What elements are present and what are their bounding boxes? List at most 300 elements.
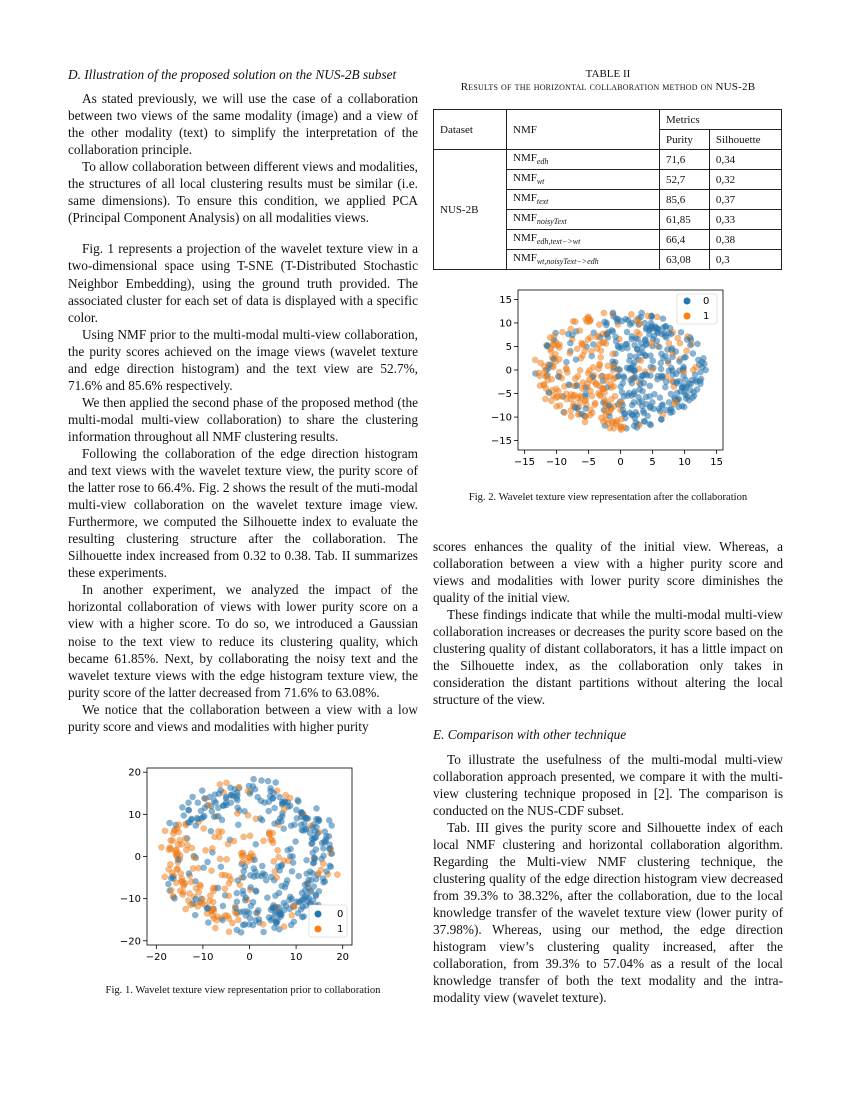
- data-point: [188, 879, 194, 885]
- data-point: [192, 912, 198, 918]
- data-point: [273, 779, 279, 785]
- data-point: [225, 841, 231, 847]
- data-point: [569, 332, 575, 338]
- data-point: [204, 906, 210, 912]
- data-point: [598, 415, 604, 421]
- data-point: [246, 910, 252, 916]
- paragraph: As stated previously, we will use the case of a collaboration between two views of the same modality (image) and a view of the other modality (text) to simplify the interpretation of the collaboration principle.: [68, 91, 418, 158]
- legend: [677, 294, 717, 324]
- paragraph: Fig. 1 represents a projection of the wavelet texture view in a two-dimensional space using T-SNE (T-Distributed Stochastic Neighbor Embedding), using the ground truth provided. The associated cluster for each set of data is displayed with a specific color.: [68, 241, 418, 325]
- data-point: [173, 848, 179, 854]
- x-tick-label: −20: [145, 952, 167, 963]
- data-point: [204, 859, 210, 865]
- data-point: [262, 872, 268, 878]
- data-point: [231, 838, 237, 844]
- data-point: [647, 383, 653, 389]
- paragraph: We notice that the collaboration between a view with a low purity score and views and modalities with higher purity: [68, 701, 418, 734]
- data-point: [175, 857, 181, 863]
- data-point: [544, 342, 550, 348]
- results-table: [433, 109, 782, 270]
- data-point: [587, 407, 593, 413]
- data-point: [310, 824, 316, 830]
- data-point: [651, 333, 657, 339]
- data-point: [610, 351, 616, 357]
- silhouette-cell: 0,38: [709, 230, 781, 250]
- data-point: [316, 888, 322, 894]
- data-point: [250, 899, 256, 905]
- data-point: [253, 816, 259, 822]
- data-point: [308, 877, 314, 883]
- data-point: [240, 922, 246, 928]
- data-point: [225, 913, 231, 919]
- legend-label-1: 1: [337, 924, 344, 935]
- legend-label-0: 0: [703, 296, 710, 307]
- data-point: [276, 890, 282, 896]
- data-point: [299, 809, 305, 815]
- nmf-cell: $NMF_{edh}$: [507, 150, 660, 170]
- data-point: [621, 393, 627, 399]
- data-point: [651, 391, 657, 397]
- data-point: [633, 419, 639, 425]
- data-point: [629, 320, 635, 326]
- data-point: [604, 331, 610, 337]
- data-point: [254, 873, 260, 879]
- data-point: [166, 847, 172, 853]
- data-point: [596, 322, 602, 328]
- data-point: [617, 367, 623, 373]
- data-point: [672, 399, 678, 405]
- data-point: [175, 842, 181, 848]
- nmf-cell: $NMF_{edh,text->wt}$: [507, 230, 660, 250]
- data-point: [553, 386, 559, 392]
- data-point: [270, 830, 276, 836]
- data-point: [629, 411, 635, 417]
- data-point: [215, 885, 221, 891]
- data-point: [245, 788, 251, 794]
- data-point: [654, 314, 660, 320]
- legend-marker-0: [315, 911, 322, 918]
- fig2-caption: Fig. 2. Wavelet texture view representation after the collaboration: [468, 492, 748, 503]
- data-point: [603, 322, 609, 328]
- data-point: [162, 874, 168, 880]
- data-point: [563, 359, 569, 365]
- paragraph: To allow collaboration between different views and modalities, the structures of all local clustering results must be similar (i.e. same dimensions). To ensure this condition, we applied PCA (Principal Component Analysis) on all modalities views.: [68, 159, 418, 226]
- data-point: [177, 888, 183, 894]
- data-point: [187, 902, 193, 908]
- silhouette-cell: 0,33: [709, 210, 781, 230]
- data-point: [211, 798, 217, 804]
- data-point: [614, 318, 620, 324]
- data-point: [606, 403, 612, 409]
- data-point: [594, 334, 600, 340]
- data-point: [666, 399, 672, 405]
- data-point: [678, 389, 684, 395]
- data-point: [617, 401, 623, 407]
- nmf-cell: $NMF_{noisyText}$: [507, 210, 660, 230]
- data-point: [631, 391, 637, 397]
- data-point: [279, 883, 285, 889]
- data-point: [185, 819, 191, 825]
- data-point: [658, 373, 664, 379]
- data-point: [216, 791, 222, 797]
- x-tick-label: 5: [649, 457, 656, 468]
- data-point: [577, 367, 583, 373]
- data-point: [629, 333, 635, 339]
- data-point: [627, 377, 633, 383]
- data-point: [234, 890, 240, 896]
- data-point: [302, 881, 308, 887]
- data-point: [201, 795, 207, 801]
- data-point: [677, 378, 683, 384]
- data-point: [629, 402, 635, 408]
- y-tick-label: 10: [128, 809, 141, 821]
- data-point: [183, 906, 189, 912]
- data-point: [209, 868, 215, 874]
- data-point: [542, 396, 548, 402]
- data-point: [567, 350, 573, 356]
- data-point: [584, 381, 590, 387]
- data-point: [235, 917, 241, 923]
- data-point: [553, 359, 559, 365]
- data-point: [575, 373, 581, 379]
- data-point: [555, 373, 561, 379]
- data-point: [171, 895, 177, 901]
- fig1-scatter-plot: [115, 765, 360, 965]
- data-point: [667, 410, 673, 416]
- data-point: [601, 310, 607, 316]
- data-point: [283, 792, 289, 798]
- data-point: [293, 839, 299, 845]
- data-point: [684, 348, 690, 354]
- data-point: [684, 337, 690, 343]
- data-point: [242, 808, 248, 814]
- data-point: [216, 834, 222, 840]
- data-point: [697, 378, 703, 384]
- data-point: [300, 828, 306, 834]
- data-point: [168, 887, 174, 893]
- data-point: [185, 807, 191, 813]
- data-point: [158, 844, 164, 850]
- data-point: [212, 925, 218, 931]
- data-point: [243, 895, 249, 901]
- data-point: [239, 853, 245, 859]
- data-point: [601, 390, 607, 396]
- left-column: [68, 66, 418, 735]
- data-point: [174, 866, 180, 872]
- data-point: [200, 814, 206, 820]
- data-point: [610, 363, 616, 369]
- data-point: [193, 823, 199, 829]
- data-point: [253, 917, 259, 923]
- data-point: [619, 346, 625, 352]
- data-point: [252, 857, 258, 863]
- data-point: [628, 311, 634, 317]
- data-point: [689, 377, 695, 383]
- data-point: [226, 929, 232, 935]
- header-dataset: Dataset: [434, 110, 507, 150]
- data-point: [304, 857, 310, 863]
- data-point: [643, 401, 649, 407]
- data-point: [694, 341, 700, 347]
- data-point: [303, 815, 309, 821]
- data-point: [660, 316, 666, 322]
- data-point: [326, 846, 332, 852]
- data-point: [682, 354, 688, 360]
- data-point: [663, 379, 669, 385]
- data-point: [290, 860, 296, 866]
- paragraph: We then applied the second phase of the proposed method (the multi-modal multi-view collaboration) to share the clustering information throughout all NMF clustering results.: [68, 394, 418, 444]
- fig1-caption: Fig. 1. Wavelet texture view representation prior to collaboration: [105, 985, 381, 996]
- data-point: [681, 364, 687, 370]
- data-point: [302, 887, 308, 893]
- data-point: [176, 829, 182, 835]
- data-point: [187, 890, 193, 896]
- data-point: [260, 838, 266, 844]
- data-point: [649, 367, 655, 373]
- data-point: [180, 881, 186, 887]
- data-point: [203, 847, 209, 853]
- data-point: [641, 410, 647, 416]
- data-point: [241, 834, 247, 840]
- data-point: [614, 417, 620, 423]
- data-point: [586, 367, 592, 373]
- data-point: [299, 914, 305, 920]
- data-point: [686, 397, 692, 403]
- data-point: [679, 403, 685, 409]
- paragraph: These findings indicate that while the multi-modal multi-view collaboration increases or decreases the purity score based on the clustering quality of distant collaborators, it has a little impact on the Silhouette index, as the collaboration only takes in consideration the distant partitions without altering the local structure of the view.: [433, 607, 783, 708]
- data-point: [215, 828, 221, 834]
- data-point: [234, 911, 240, 917]
- silhouette-cell: 0,34: [709, 150, 781, 170]
- data-point: [182, 835, 188, 841]
- data-point: [327, 863, 333, 869]
- data-point: [568, 413, 574, 419]
- data-point: [664, 346, 670, 352]
- data-point: [662, 333, 668, 339]
- data-point: [201, 825, 207, 831]
- data-point: [690, 350, 696, 356]
- y-tick-label: 5: [505, 341, 512, 353]
- data-point: [280, 800, 286, 806]
- data-point: [666, 368, 672, 374]
- y-tick-label: −20: [119, 936, 141, 948]
- data-point: [691, 389, 697, 395]
- data-point: [190, 794, 196, 800]
- data-point: [219, 817, 225, 823]
- legend-marker-0: [684, 298, 691, 305]
- data-point: [310, 870, 316, 876]
- data-point: [624, 365, 630, 371]
- data-point: [579, 385, 585, 391]
- data-point: [642, 419, 648, 425]
- data-point: [547, 335, 553, 341]
- y-tick-label: 0: [505, 365, 512, 377]
- data-point: [259, 863, 265, 869]
- data-point: [253, 841, 259, 847]
- data-point: [281, 826, 287, 832]
- data-point: [668, 331, 674, 337]
- data-point: [574, 383, 580, 389]
- data-point: [281, 806, 287, 812]
- data-point: [262, 800, 268, 806]
- legend-marker-1: [684, 313, 691, 320]
- purity-cell: 61,85: [660, 210, 710, 230]
- data-point: [251, 865, 257, 871]
- data-point: [621, 411, 627, 417]
- data-point: [618, 384, 624, 390]
- y-tick-label: 10: [499, 318, 512, 330]
- data-point: [235, 822, 241, 828]
- data-point: [208, 828, 214, 834]
- data-point: [545, 377, 551, 383]
- legend-label-1: 1: [703, 311, 710, 322]
- data-point: [214, 917, 220, 923]
- data-point: [593, 382, 599, 388]
- data-point: [334, 872, 340, 878]
- data-point: [572, 404, 578, 410]
- data-point: [640, 350, 646, 356]
- silhouette-cell: 0,3: [709, 250, 781, 270]
- data-point: [566, 382, 572, 388]
- data-point: [536, 370, 542, 376]
- right-column: [433, 538, 783, 1006]
- data-point: [291, 822, 297, 828]
- data-point: [574, 395, 580, 401]
- data-point: [289, 912, 295, 918]
- data-point: [532, 357, 538, 363]
- data-point: [321, 853, 327, 859]
- data-point: [277, 867, 283, 873]
- data-point: [288, 846, 294, 852]
- data-point: [209, 845, 215, 851]
- data-point: [199, 900, 205, 906]
- data-point: [587, 334, 593, 340]
- data-point: [313, 846, 319, 852]
- header-purity: Purity: [660, 130, 710, 150]
- data-point: [270, 840, 276, 846]
- data-point: [627, 353, 633, 359]
- table-title: Results of the horizontal collaboration method on NUS-2B: [460, 81, 756, 93]
- data-point: [179, 876, 185, 882]
- data-point: [650, 358, 656, 364]
- data-point: [543, 385, 549, 391]
- data-point: [693, 364, 699, 370]
- data-point: [313, 805, 319, 811]
- data-point: [275, 819, 281, 825]
- data-point: [649, 326, 655, 332]
- data-point: [559, 329, 565, 335]
- data-point: [588, 348, 594, 354]
- data-point: [167, 820, 173, 826]
- data-point: [228, 877, 234, 883]
- purity-cell: 85,6: [660, 190, 710, 210]
- data-point: [675, 335, 681, 341]
- data-point: [558, 393, 564, 399]
- data-point: [173, 880, 179, 886]
- data-point: [577, 328, 583, 334]
- data-point: [598, 354, 604, 360]
- data-point: [271, 925, 277, 931]
- data-point: [592, 400, 598, 406]
- x-tick-label: 20: [336, 952, 350, 963]
- data-point: [315, 870, 321, 876]
- data-point: [583, 413, 589, 419]
- data-point: [699, 364, 705, 370]
- data-point: [284, 877, 290, 883]
- data-point: [638, 358, 644, 364]
- data-point: [168, 875, 174, 881]
- data-point: [673, 349, 679, 355]
- data-point: [179, 804, 185, 810]
- data-point: [548, 398, 554, 404]
- y-tick-label: 0: [134, 852, 141, 863]
- silhouette-cell: 0,32: [709, 170, 781, 190]
- data-point: [687, 342, 693, 348]
- x-tick-label: 10: [289, 952, 303, 963]
- data-point: [189, 845, 195, 851]
- data-point: [673, 371, 679, 377]
- y-tick-label: −15: [490, 436, 512, 448]
- data-point: [222, 886, 228, 892]
- data-point: [659, 402, 665, 408]
- data-point: [276, 854, 282, 860]
- data-point: [196, 889, 202, 895]
- data-point: [301, 821, 307, 827]
- data-point: [568, 396, 574, 402]
- data-point: [300, 904, 306, 910]
- data-point: [195, 800, 201, 806]
- data-point: [229, 920, 235, 926]
- x-tick-label: 0: [246, 952, 253, 963]
- paragraph: In another experiment, we analyzed the impact of the horizontal collaboration of views with lower purity score on a view with a higher score. To do so, we introduced a Gaussian noise to the text view to reduce its clustering quality, which became 61.85%. Next, by collaborating the noisy text and the wavelet texture views with the edge histogram texture view, the purity score of the latter decreased from 71.6% to 63.08%.: [68, 582, 418, 700]
- data-point: [648, 422, 654, 428]
- data-point: [240, 874, 246, 880]
- data-point: [253, 910, 259, 916]
- x-tick-label: 10: [678, 457, 691, 468]
- data-point: [247, 872, 253, 878]
- data-point: [645, 313, 651, 319]
- data-point: [547, 362, 553, 368]
- data-point: [272, 805, 278, 811]
- data-point: [162, 828, 168, 834]
- data-point: [191, 854, 197, 860]
- data-point: [605, 363, 611, 369]
- nmf-cell: $NMF_{wt,noisyText->edh}$: [507, 250, 660, 270]
- data-point: [199, 788, 205, 794]
- data-point: [322, 878, 328, 884]
- data-point: [266, 914, 272, 920]
- data-point: [666, 340, 672, 346]
- data-point: [658, 351, 664, 357]
- data-point: [236, 784, 242, 790]
- data-point: [281, 924, 287, 930]
- data-point: [218, 864, 224, 870]
- data-point: [252, 786, 258, 792]
- data-point: [220, 903, 226, 909]
- paragraph: scores enhances the quality of the initial view. Whereas, a collaboration between a view with a higher purity score and views and modalities with lower purity score diminishes the quality of the initial view.: [433, 539, 783, 606]
- data-point: [261, 929, 267, 935]
- purity-cell: 63,08: [660, 250, 710, 270]
- data-point: [329, 822, 335, 828]
- data-point: [618, 423, 624, 429]
- purity-cell: 66,4: [660, 230, 710, 250]
- header-metrics: Metrics: [660, 110, 782, 130]
- data-point: [286, 897, 292, 903]
- data-point: [563, 365, 569, 371]
- legend-marker-1: [315, 926, 322, 933]
- y-tick-label: −5: [497, 389, 512, 401]
- data-point: [658, 366, 664, 372]
